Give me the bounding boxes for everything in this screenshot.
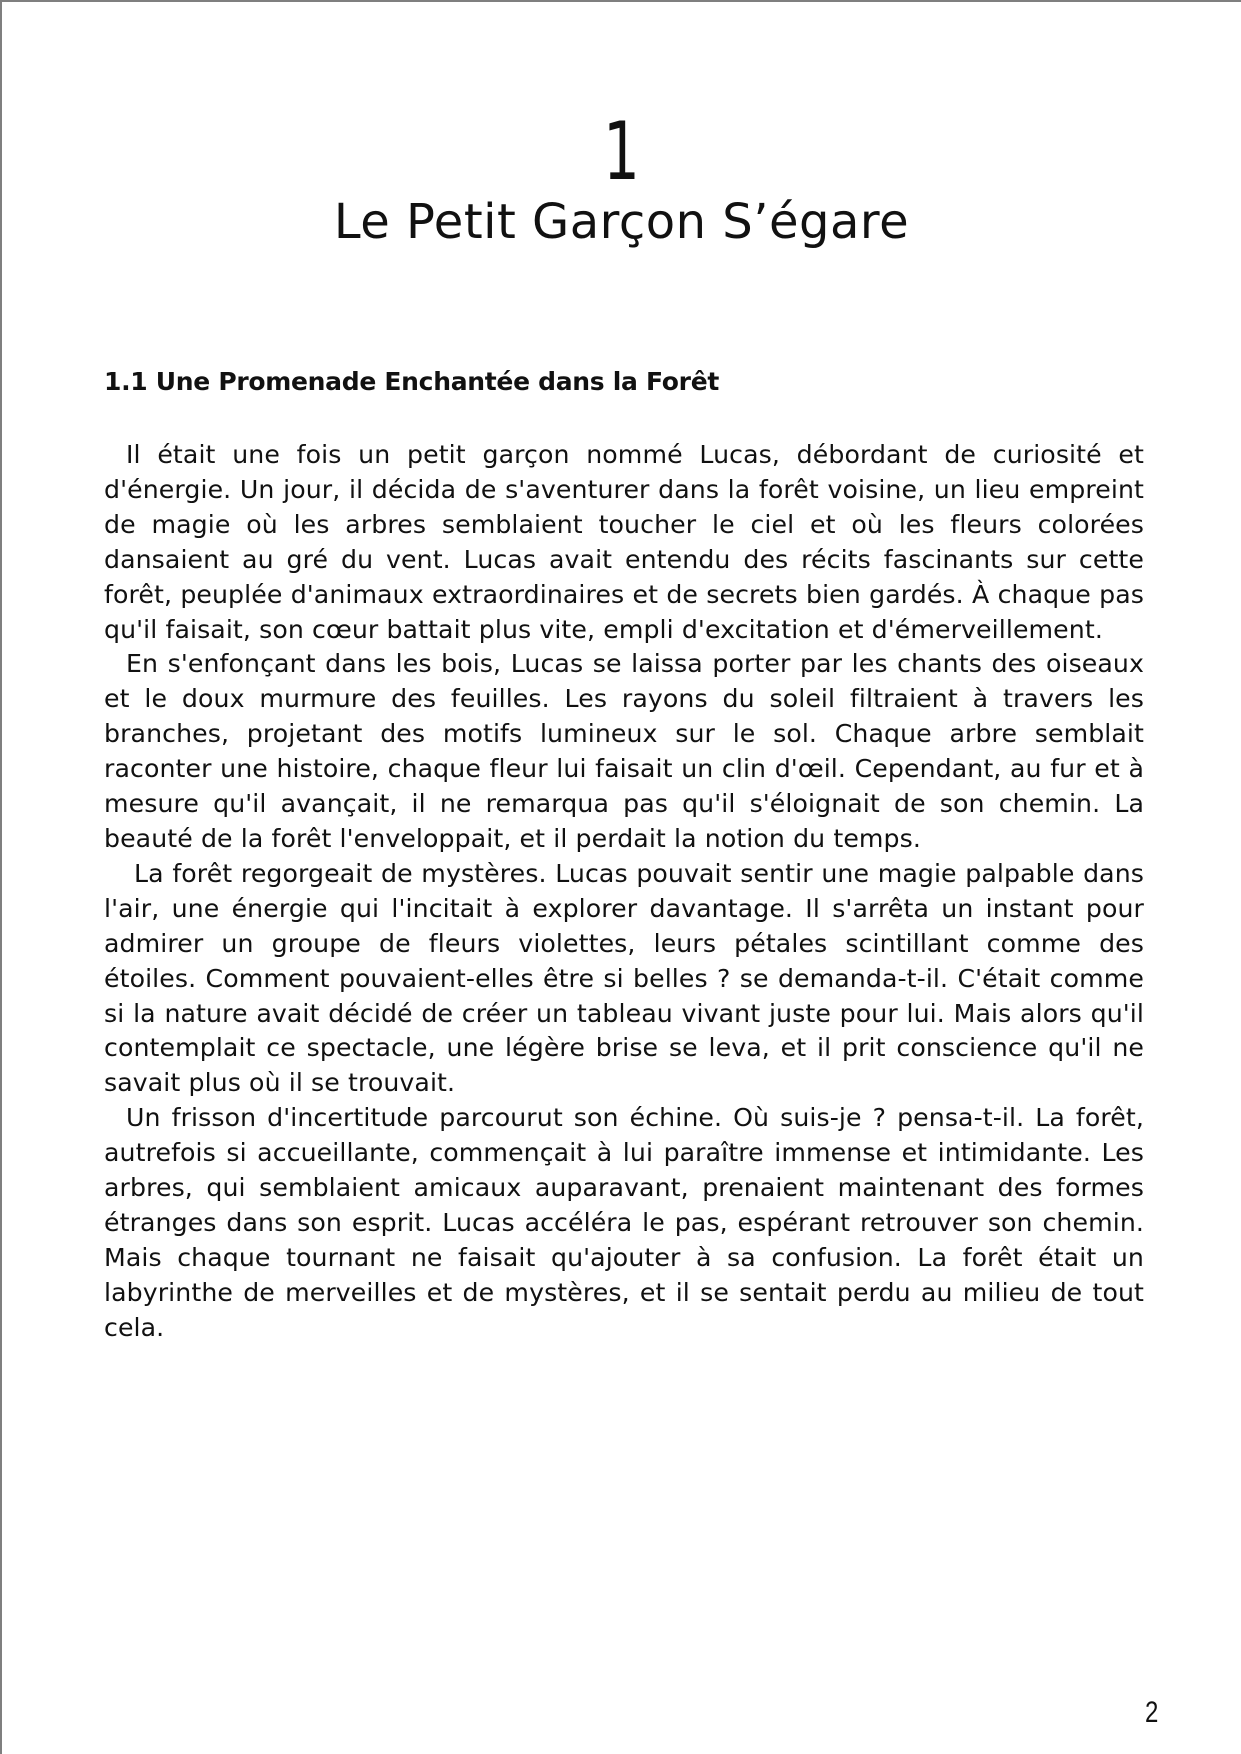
paragraph: En s'enfonçant dans les bois, Lucas se laissa porter par les chants des oiseaux et le doux murmure des feuilles. Les rayons du soleil filtraient à travers les branches, projetant des motifs lumineux sur le sol. Chaque arbre semblait raconter une histoire, chaque fleur lui faisait un clin d'œil. Cependant, au fur et à mesure qu'il avançait, il ne remarqua pas qu'il s'éloignait de son chemin. La beauté de la forêt l'enveloppait, et il perdait la notion du temps.: [104, 649, 1144, 853]
section-heading: 1.1 Une Promenade Enchantée dans la Forêt: [104, 367, 719, 396]
paragraph: Un frisson d'incertitude parcourut son échine. Où suis-je ? pensa-t-il. La forêt, autrefois si accueillante, commençait à lui paraître immense et intimidante. Les arbres, qui semblaient amicaux auparavant, prenaient maintenant des formes étranges dans son esprit. Lucas accéléra le pas, espérant retrouver son chemin. Mais chaque tournant ne faisait qu'ajouter à sa confusion. La forêt était un labyrinthe de merveilles et de mystères, et il se sentait perdu au milieu de tout cela.: [104, 1103, 1144, 1342]
chapter-title: Le Petit Garçon S’égare: [333, 194, 910, 250]
page-number: 2: [1145, 1696, 1159, 1729]
chapter-number: 1: [603, 105, 640, 198]
paragraph: La forêt regorgeait de mystères. Lucas pouvait sentir une magie palpable dans l'air, une énergie qui l'incitait à explorer davantage. Il s'arrêta un instant pour admirer un groupe de fleurs violettes, leurs pétales scintillant comme des étoiles. Comment pouvaient-elles être si belles ? se demanda-t-il. C'était comme si la nature avait décidé de créer un tableau vivant juste pour lui. Mais alors qu'il contemplait ce spectacle, une légère brise se leva, et il prit conscience qu'il ne savait plus où il se trouvait.: [104, 858, 1144, 1098]
paragraph: Il était une fois un petit garçon nommé Lucas, débordant de curiosité et d'énergie. Un jour, il décida de s'aventurer dans la forêt voisine, un lieu empreint de magie où les arbres semblaient toucher le ciel et où les fleurs colorées dansaient au gré du vent. Lucas avait entendu des récits fascinants sur cette forêt, peuplée d'animaux extraordinaires et de secrets bien gardés. À chaque pas qu'il faisait, son cœur battait plus vite, empli d'excitation et d'émerveillement.: [104, 440, 1144, 644]
body-text: [104, 438, 1144, 1346]
